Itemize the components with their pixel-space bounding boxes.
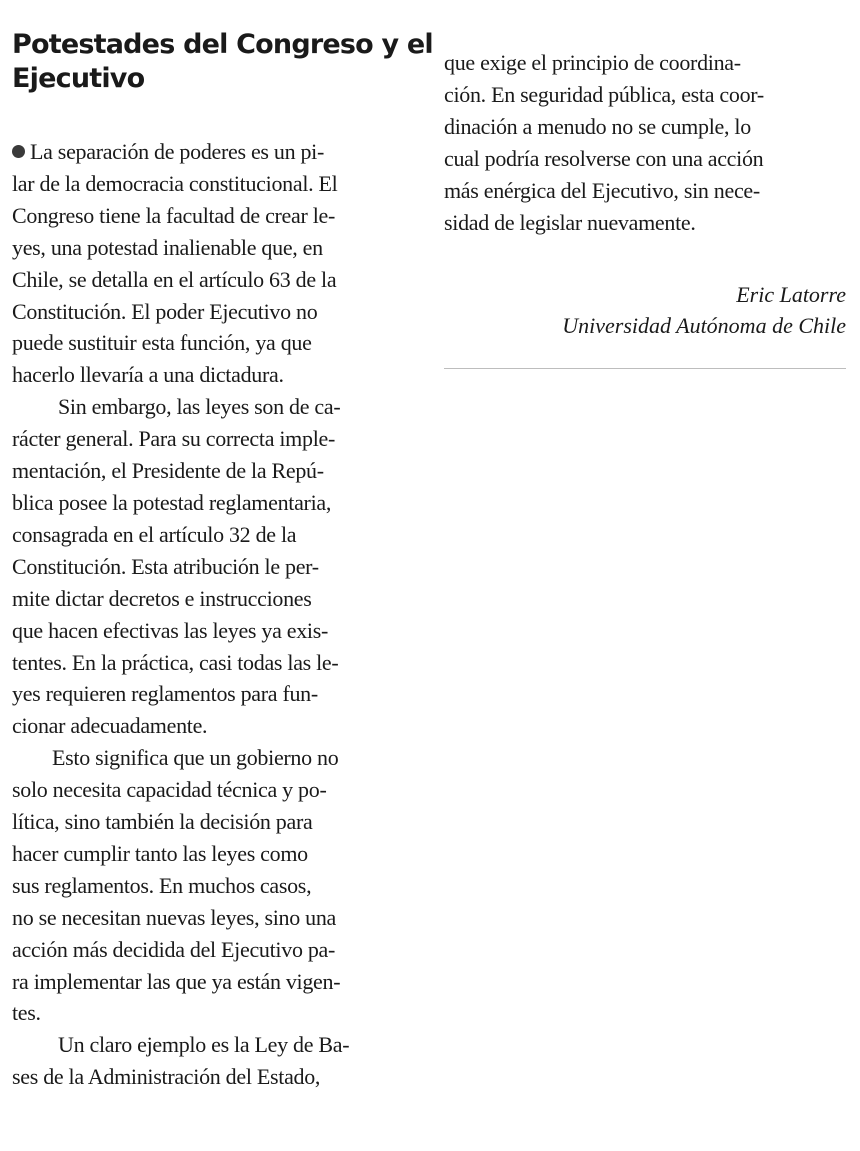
text-line: Congreso tiene la facultad de crear le- (12, 202, 336, 228)
text-line: lar de la democracia constitucional. El (12, 170, 338, 196)
text-line: no se necesitan nuevas leyes, sino una (12, 904, 337, 930)
text-line: rácter general. Para su correcta imple- (12, 426, 335, 452)
text-line: más enérgica del Ejecutivo, sin nece- (444, 177, 760, 203)
text-line: La separación de poderes es un pi- (30, 139, 325, 164)
text-line: mentación, el Presidente de la Repú- (12, 458, 324, 484)
text-line: acción más decidida del Ejecutivo pa- (12, 936, 336, 962)
text-line: cual podría resolverse con una acción (444, 145, 764, 171)
text-line: mite dictar decretos e instrucciones (12, 585, 312, 611)
text-line: yes requieren reglamentos para fun- (12, 681, 318, 707)
left-column (12, 136, 417, 1093)
text-line: Esto significa que un gobierno no (52, 745, 339, 771)
right-column (444, 47, 849, 238)
bullet-icon (12, 145, 25, 158)
divider (444, 368, 846, 369)
text-line-first (12, 136, 417, 168)
text-line: consagrada en el artículo 32 de la (12, 521, 297, 547)
text-line: que exige el principio de coordina- (444, 50, 741, 75)
text-line: blica posee la potestad reglamentaria, (12, 489, 332, 515)
text-line: sidad de legislar nuevamente. (444, 209, 696, 235)
text-line: tentes. En la práctica, casi todas las le- (12, 649, 339, 675)
text-line: ses de la Administración del Estado, (12, 1064, 321, 1090)
text-line: dinación a menudo no se cumple, lo (444, 113, 751, 139)
text-line: Constitución. Esta atribución le per- (12, 553, 319, 579)
text-line: Chile, se detalla en el artículo 63 de la (12, 266, 337, 292)
text-line: Sin embargo, las leyes son de ca- (58, 394, 341, 420)
text-line: puede sustituir esta función, ya que (12, 330, 312, 356)
text-line: ción. En seguridad pública, esta coor- (444, 81, 764, 107)
text-line: hacer cumplir tanto las leyes como (12, 840, 308, 866)
text-line: hacerlo llevaría a una dictadura. (12, 362, 284, 388)
article-title (12, 28, 433, 96)
title-line: Ejecutivo (12, 63, 145, 94)
text-line: lítica, sino también la decisión para (12, 809, 313, 835)
text-line: cionar adecuadamente. (12, 713, 208, 739)
author-name: Eric Latorre (736, 282, 846, 307)
text-line: ra implementar las que ya están vigen- (12, 968, 341, 994)
text-line: que hacen efectivas las leyes ya exis- (12, 617, 329, 643)
text-line: Constitución. El poder Ejecutivo no (12, 298, 318, 324)
text-line: sus reglamentos. En muchos casos, (12, 872, 312, 898)
text-line: yes, una potestad inalienable que, en (12, 234, 323, 260)
text-line: tes. (12, 1000, 41, 1026)
text-line: Un claro ejemplo es la Ley de Ba- (58, 1032, 350, 1058)
title-line: Potestades del Congreso y el (12, 29, 433, 60)
text-line: solo necesita capacidad técnica y po- (12, 777, 327, 803)
author-affiliation: Universidad Autónoma de Chile (562, 313, 846, 338)
